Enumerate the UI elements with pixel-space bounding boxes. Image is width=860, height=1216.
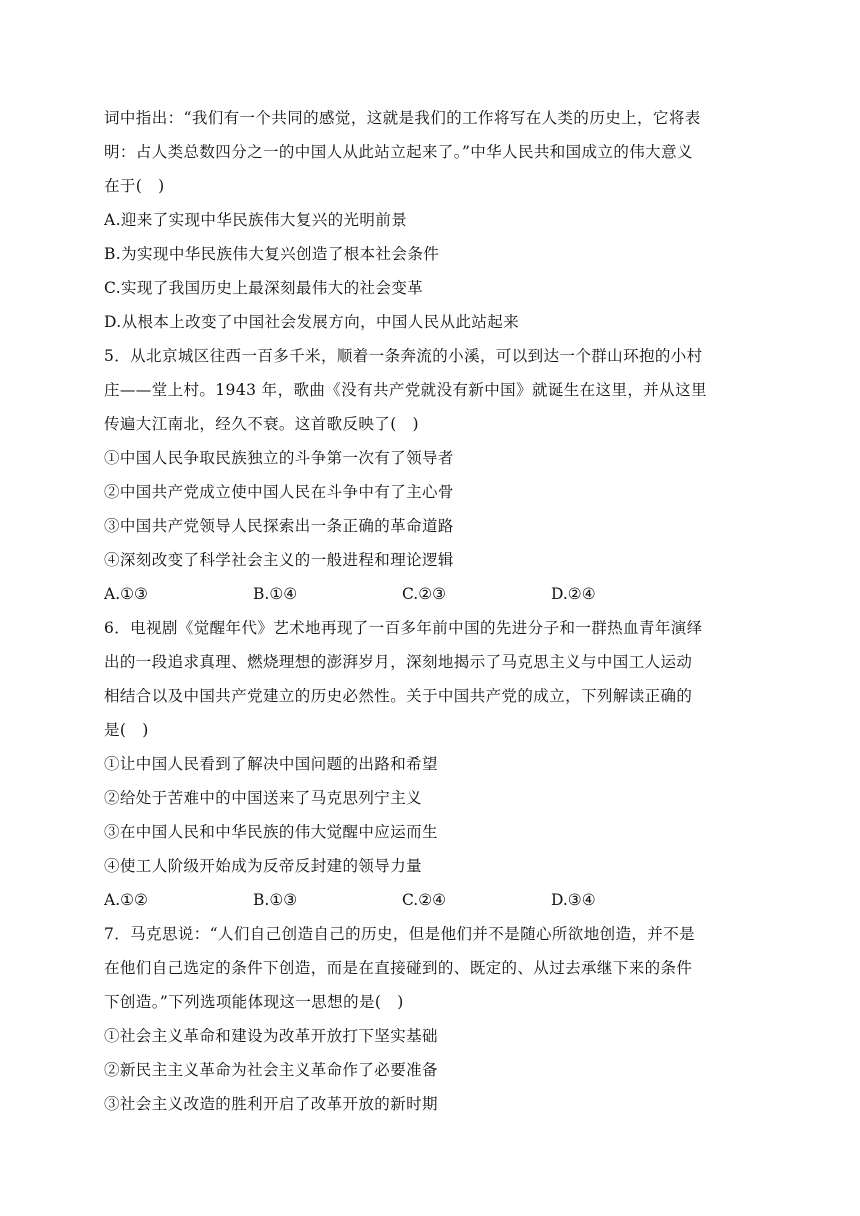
answer-option-a: A.①③ xyxy=(104,585,148,603)
answer-option-d: D.②④ xyxy=(551,585,596,603)
answer-option-c: C.②③ xyxy=(402,585,447,603)
question-stem-line: 传遍大江南北，经久不衰。这首歌反映了( ) xyxy=(104,415,419,433)
question-stem-line: 词中指出：“我们有一个共同的感觉，这就是我们的工作将写在人类的历史上，它将表 xyxy=(104,109,701,127)
answer-options-row xyxy=(104,577,760,611)
answer-option-b: B.①③ xyxy=(253,891,298,909)
question-stem-line: 在他们自己选定的条件下创造，而是在直接碰到的、既定的、从过去承继下来的条件 xyxy=(104,959,693,977)
question-4 xyxy=(104,101,760,339)
question-stem-line: 庄——堂上村。1943 年，歌曲《没有共产党就没有新中国》就诞生在这里，并从这里 xyxy=(104,381,707,399)
answer-option-d: D.③④ xyxy=(551,891,596,909)
statement-item: ④深刻改变了科学社会主义的一般进程和理论逻辑 xyxy=(104,551,454,569)
answer-option-b: B.为实现中华民族伟大复兴创造了根本社会条件 xyxy=(104,245,440,263)
question-stem-line: 7．马克思说：“人们自己创造自己的历史，但是他们并不是随心所欲地创造，并不是 xyxy=(104,925,695,943)
statement-item: ④使工人阶级开始成为反帝反封建的领导力量 xyxy=(104,857,423,875)
question-stem-line: 是( ) xyxy=(104,721,149,739)
statement-item: ②给处于苦难中的中国送来了马克思列宁主义 xyxy=(104,789,423,807)
question-stem-line: 相结合以及中国共产党建立的历史必然性。关于中国共产党的成立，下列解读正确的 xyxy=(104,687,693,705)
answer-option-a: A.迎来了实现中华民族伟大复兴的光明前景 xyxy=(104,211,408,229)
question-stem-line: 明：占人类总数四分之一的中国人从此站立起来了。”中华人民共和国成立的伟大意义 xyxy=(104,143,693,161)
question-5 xyxy=(104,339,760,611)
statement-item: ③社会主义改造的胜利开启了改革开放的新时期 xyxy=(104,1095,438,1113)
exam-page xyxy=(104,101,760,1121)
question-stem-line: 5．从北京城区往西一百多千米，顺着一条奔流的小溪，可以到达一个群山环抱的小村 xyxy=(104,347,703,365)
statement-item: ③在中国人民和中华民族的伟大觉醒中应运而生 xyxy=(104,823,438,841)
statement-item: ①社会主义革命和建设为改革开放打下坚实基础 xyxy=(104,1027,438,1045)
answer-option-c: C.实现了我国历史上最深刻最伟大的社会变革 xyxy=(104,279,424,297)
statement-item: ①让中国人民看到了解决中国问题的出路和希望 xyxy=(104,755,438,773)
answer-options-row xyxy=(104,883,760,917)
answer-option-a: A.①② xyxy=(104,891,148,909)
answer-option-d: D.从根本上改变了中国社会发展方向，中国人民从此站起来 xyxy=(104,313,520,331)
question-stem-line: 在于( ) xyxy=(104,177,165,195)
question-stem-line: 出的一段追求真理、燃烧理想的澎湃岁月，深刻地揭示了马克思主义与中国工人运动 xyxy=(104,653,693,671)
statement-item: ①中国人民争取民族独立的斗争第一次有了领导者 xyxy=(104,449,454,467)
answer-option-c: C.②④ xyxy=(402,891,447,909)
question-7 xyxy=(104,917,760,1121)
statement-item: ③中国共产党领导人民探索出一条正确的革命道路 xyxy=(104,517,454,535)
question-stem-line: 6．电视剧《觉醒年代》艺术地再现了一百多年前中国的先进分子和一群热血青年演绎 xyxy=(104,619,703,637)
question-stem-line: 下创造。”下列选项能体现这一思想的是( ) xyxy=(104,993,404,1011)
statement-item: ②新民主主义革命为社会主义革命作了必要准备 xyxy=(104,1061,438,1079)
statement-item: ②中国共产党成立使中国人民在斗争中有了主心骨 xyxy=(104,483,454,501)
answer-option-b: B.①④ xyxy=(253,585,298,603)
question-6 xyxy=(104,611,760,917)
